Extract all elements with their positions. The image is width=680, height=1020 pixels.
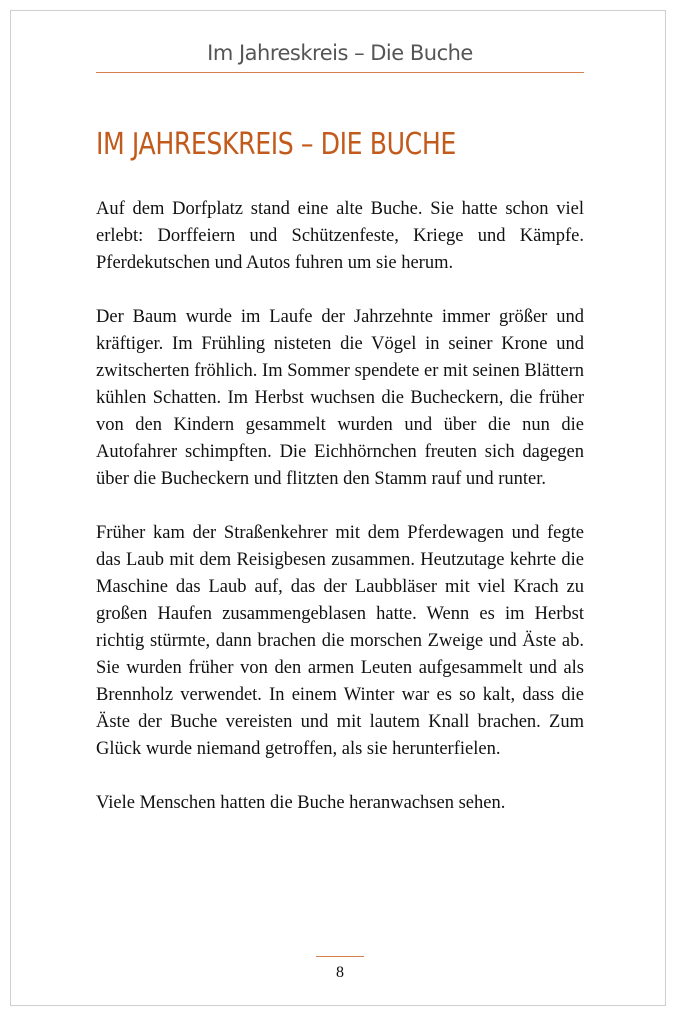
footer-rule	[316, 956, 364, 957]
running-header: Im Jahreskreis – Die Buche	[207, 41, 473, 65]
paragraph-4: Viele Menschen hatten die Buche heranwachsen sehen.	[96, 793, 506, 813]
header-rule	[96, 72, 584, 73]
page-number: 8	[336, 964, 344, 981]
paragraph-1: Auf dem Dorfplatz stand eine alte Buche. Sie hatte schon viel erlebt: Dorffeiern und Schützenfeste, Kriege und Kämpfe. Pferdekutschen und Autos fuhren um sie herum.	[96, 199, 584, 273]
body-text	[96, 196, 584, 844]
chapter-title: IM JAHRESKREIS – DIE BUCHE	[96, 127, 456, 162]
paragraph-2: Der Baum wurde im Laufe der Jahrzehnte immer größer und kräftiger. Im Frühling nisteten die Vögel in seiner Krone und zwitscherten fröhlich. Im Sommer spendete er mit seinen Blättern kühlen Schatten. Im Herbst wuchsen die Bucheckern, die früher von den Kindern gesammelt wurden und über die nun die Autofahrer schimpften. Die Eichhörnchen freuten sich dagegen über die Bucheckern und flitzten den Stamm rauf und runter.	[96, 307, 584, 489]
paragraph-3: Früher kam der Straßenkehrer mit dem Pferdewagen und fegte das Laub mit dem Reisigbesen zusammen. Heutzutage kehrte die Maschine das Laub auf, das der Laubbläser mit viel Krach zu großen Haufen zusammengeblasen hatte. Wenn es im Herbst richtig stürmte, dann brachen die morschen Zweige und Äste ab. Sie wurden früher von den armen Leuten aufgesammelt und als Brennholz verwendet. In einem Winter war es so kalt, dass die Äste der Buche vereisten und mit lautem Knall brachen. Zum Glück wurde niemand getroffen, als sie herunterfielen.	[96, 523, 584, 759]
